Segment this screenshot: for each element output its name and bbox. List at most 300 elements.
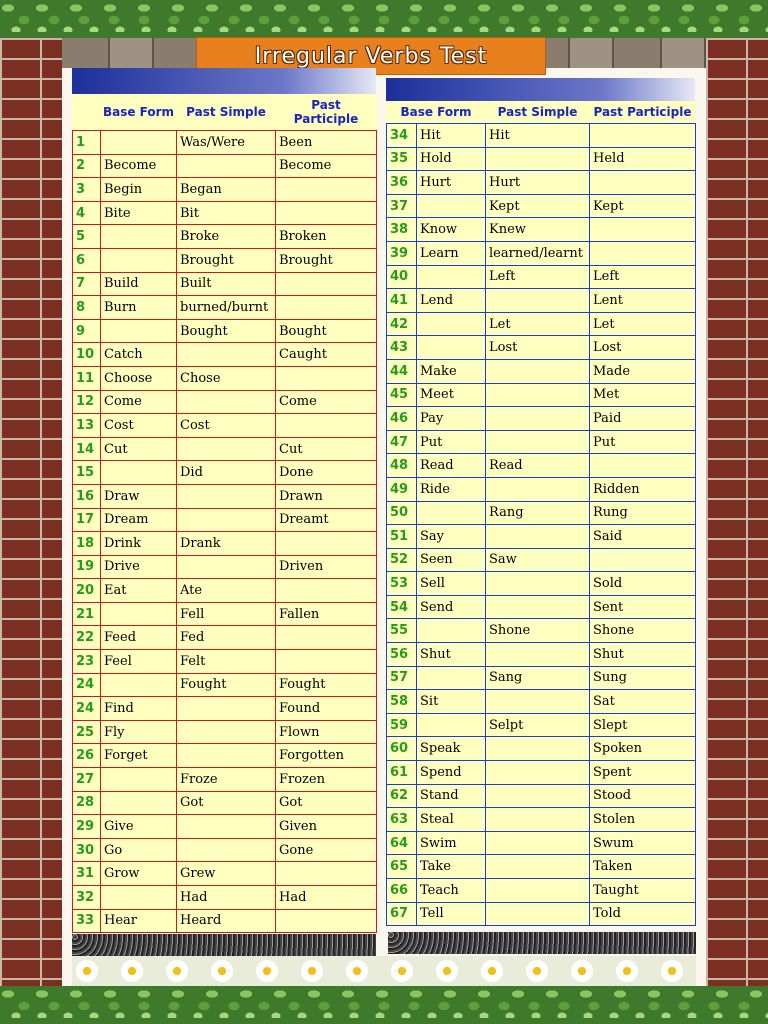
base-form-cell bbox=[417, 666, 486, 690]
past-simple-cell: Rang bbox=[486, 501, 590, 525]
past-simple-cell bbox=[486, 572, 590, 596]
past-simple-cell: Let bbox=[486, 312, 590, 336]
verb-number: 48 bbox=[387, 454, 417, 478]
page-title: Irregular Verbs Test bbox=[196, 37, 546, 75]
past-simple-cell: Built bbox=[177, 272, 276, 296]
table-header-row bbox=[387, 101, 696, 124]
table-row bbox=[387, 855, 696, 879]
verb-number: 60 bbox=[387, 737, 417, 761]
base-form-cell: Swim bbox=[417, 831, 486, 855]
base-form-cell: Cost bbox=[101, 414, 177, 438]
verb-number: 41 bbox=[387, 289, 417, 313]
base-form-cell bbox=[417, 265, 486, 289]
table-row bbox=[387, 572, 696, 596]
past-simple-cell bbox=[486, 879, 590, 903]
verb-number: 27 bbox=[73, 768, 101, 792]
past-simple-cell bbox=[177, 154, 276, 178]
past-participle-cell: Left bbox=[590, 265, 696, 289]
table-row bbox=[73, 366, 377, 390]
past-simple-cell bbox=[486, 831, 590, 855]
table-row bbox=[73, 532, 377, 556]
table-row bbox=[387, 289, 696, 313]
verb-number: 11 bbox=[73, 366, 101, 390]
past-participle-cell: Become bbox=[276, 154, 377, 178]
past-participle-cell: Rung bbox=[590, 501, 696, 525]
past-participle-cell: Drawn bbox=[276, 484, 377, 508]
past-participle-cell bbox=[276, 532, 377, 556]
table-row bbox=[73, 886, 377, 910]
past-participle-cell: Stood bbox=[590, 784, 696, 808]
base-form-cell: Cut bbox=[101, 437, 177, 461]
past-participle-cell bbox=[276, 414, 377, 438]
base-form-cell: Sell bbox=[417, 572, 486, 596]
verb-number: 5 bbox=[73, 225, 101, 249]
past-participle-cell: Let bbox=[590, 312, 696, 336]
past-simple-cell: burned/burnt bbox=[177, 296, 276, 320]
table-row bbox=[73, 555, 377, 579]
base-form-cell: Ride bbox=[417, 477, 486, 501]
table-row bbox=[73, 201, 377, 225]
verb-number: 46 bbox=[387, 407, 417, 431]
verb-number: 20 bbox=[73, 579, 101, 603]
past-participle-cell: Held bbox=[590, 147, 696, 171]
base-form-cell bbox=[417, 619, 486, 643]
table-row bbox=[387, 359, 696, 383]
past-participle-cell: Shone bbox=[590, 619, 696, 643]
verb-number: 32 bbox=[73, 886, 101, 910]
verb-number: 36 bbox=[387, 171, 417, 195]
base-form-cell: Hit bbox=[417, 124, 486, 148]
table-row bbox=[387, 902, 696, 926]
past-simple-cell bbox=[486, 902, 590, 926]
verb-number: 52 bbox=[387, 548, 417, 572]
verb-number: 42 bbox=[387, 312, 417, 336]
past-participle-cell: Sat bbox=[590, 690, 696, 714]
verb-number: 9 bbox=[73, 319, 101, 343]
table-row bbox=[73, 131, 377, 155]
verb-number: 56 bbox=[387, 643, 417, 667]
past-simple-cell bbox=[486, 595, 590, 619]
past-participle-cell: Fallen bbox=[276, 602, 377, 626]
verbs-table-left bbox=[72, 94, 377, 933]
header-past-participle: Past Participle bbox=[593, 105, 692, 119]
table-row bbox=[387, 147, 696, 171]
table-row bbox=[387, 312, 696, 336]
verb-number: 12 bbox=[73, 390, 101, 414]
table-row bbox=[387, 879, 696, 903]
past-participle-cell: Caught bbox=[276, 343, 377, 367]
verb-number: 29 bbox=[73, 815, 101, 839]
gravel-strip-right bbox=[388, 932, 696, 954]
table-row bbox=[387, 525, 696, 549]
table-row bbox=[387, 336, 696, 360]
base-form-cell: Come bbox=[101, 390, 177, 414]
verb-number: 63 bbox=[387, 808, 417, 832]
base-form-cell: Give bbox=[101, 815, 177, 839]
past-simple-cell bbox=[486, 289, 590, 313]
base-form-cell: Fly bbox=[101, 720, 177, 744]
past-simple-cell: Froze bbox=[177, 768, 276, 792]
table-row bbox=[73, 154, 377, 178]
leaf-border-top bbox=[0, 0, 768, 40]
table-row bbox=[387, 430, 696, 454]
base-form-cell bbox=[101, 673, 177, 697]
table-row bbox=[387, 454, 696, 478]
table-row bbox=[73, 414, 377, 438]
table-row bbox=[73, 343, 377, 367]
past-simple-cell: Felt bbox=[177, 650, 276, 674]
past-participle-cell: Spent bbox=[590, 761, 696, 785]
verb-number: 23 bbox=[73, 650, 101, 674]
past-simple-cell bbox=[177, 555, 276, 579]
table-row bbox=[73, 909, 377, 933]
past-participle-cell bbox=[276, 272, 377, 296]
header-base-form: Base Form bbox=[102, 105, 175, 119]
verb-number: 45 bbox=[387, 383, 417, 407]
table-row bbox=[387, 713, 696, 737]
table-row bbox=[387, 619, 696, 643]
base-form-cell: Choose bbox=[101, 366, 177, 390]
past-participle-cell: Broken bbox=[276, 225, 377, 249]
base-form-cell bbox=[417, 194, 486, 218]
past-simple-cell: Fought bbox=[177, 673, 276, 697]
verb-number: 39 bbox=[387, 241, 417, 265]
base-form-cell: Steal bbox=[417, 808, 486, 832]
past-participle-cell: Forgotten bbox=[276, 744, 377, 768]
base-form-cell bbox=[417, 501, 486, 525]
table-row bbox=[387, 124, 696, 148]
table-row bbox=[73, 248, 377, 272]
past-simple-cell: Began bbox=[177, 178, 276, 202]
table-row bbox=[73, 650, 377, 674]
verb-number: 13 bbox=[73, 414, 101, 438]
past-participle-cell bbox=[590, 548, 696, 572]
leaf-border-bottom bbox=[0, 986, 768, 1024]
table-row bbox=[387, 171, 696, 195]
base-form-cell bbox=[417, 312, 486, 336]
header-past-simple: Past Simple bbox=[497, 105, 578, 119]
base-form-cell: Learn bbox=[417, 241, 486, 265]
verb-number: 30 bbox=[73, 838, 101, 862]
past-simple-cell bbox=[177, 697, 276, 721]
past-participle-cell bbox=[276, 626, 377, 650]
verb-number: 8 bbox=[73, 296, 101, 320]
past-participle-cell: Kept bbox=[590, 194, 696, 218]
base-form-cell bbox=[101, 461, 177, 485]
past-participle-cell bbox=[590, 241, 696, 265]
past-participle-cell bbox=[276, 862, 377, 886]
past-participle-cell: Bought bbox=[276, 319, 377, 343]
table-row bbox=[387, 784, 696, 808]
table-row bbox=[387, 407, 696, 431]
past-participle-cell: Ridden bbox=[590, 477, 696, 501]
verb-number: 15 bbox=[73, 461, 101, 485]
past-participle-cell: Shut bbox=[590, 643, 696, 667]
verb-number: 65 bbox=[387, 855, 417, 879]
past-participle-cell: Brought bbox=[276, 248, 377, 272]
table-row bbox=[73, 602, 377, 626]
brick-wall-right bbox=[706, 38, 768, 988]
verb-number: 1 bbox=[73, 131, 101, 155]
table-header-row bbox=[73, 94, 377, 131]
base-form-cell bbox=[101, 131, 177, 155]
past-simple-cell: Got bbox=[177, 791, 276, 815]
past-simple-cell: Fed bbox=[177, 626, 276, 650]
table-row bbox=[73, 673, 377, 697]
base-form-cell: Shut bbox=[417, 643, 486, 667]
verb-number: 26 bbox=[73, 744, 101, 768]
verb-number: 28 bbox=[73, 791, 101, 815]
past-participle-cell: Stolen bbox=[590, 808, 696, 832]
past-simple-cell bbox=[177, 508, 276, 532]
base-form-cell: Make bbox=[417, 359, 486, 383]
table-row bbox=[73, 720, 377, 744]
verb-number: 62 bbox=[387, 784, 417, 808]
table-row bbox=[73, 697, 377, 721]
base-form-cell: Know bbox=[417, 218, 486, 242]
base-form-cell bbox=[101, 768, 177, 792]
base-form-cell: Bite bbox=[101, 201, 177, 225]
verb-number: 19 bbox=[73, 555, 101, 579]
past-simple-cell: Cost bbox=[177, 414, 276, 438]
past-participle-cell: Spoken bbox=[590, 737, 696, 761]
base-form-cell: Say bbox=[417, 525, 486, 549]
left-header-bar bbox=[72, 68, 376, 94]
past-participle-cell: Sung bbox=[590, 666, 696, 690]
past-participle-cell: Done bbox=[276, 461, 377, 485]
verb-number: 61 bbox=[387, 761, 417, 785]
past-participle-cell bbox=[276, 579, 377, 603]
past-simple-cell: Heard bbox=[177, 909, 276, 933]
past-simple-cell: Grew bbox=[177, 862, 276, 886]
past-simple-cell: Was/Were bbox=[177, 131, 276, 155]
verb-number: 4 bbox=[73, 201, 101, 225]
table-row bbox=[387, 808, 696, 832]
verb-number: 7 bbox=[73, 272, 101, 296]
header-past-participle: Past Participle bbox=[293, 98, 359, 126]
table-row bbox=[73, 768, 377, 792]
verb-number: 58 bbox=[387, 690, 417, 714]
base-form-cell bbox=[101, 319, 177, 343]
table-row bbox=[73, 791, 377, 815]
past-simple-cell bbox=[486, 383, 590, 407]
base-form-cell bbox=[101, 225, 177, 249]
table-row bbox=[73, 319, 377, 343]
base-form-cell: Burn bbox=[101, 296, 177, 320]
past-simple-cell bbox=[177, 437, 276, 461]
base-form-cell bbox=[101, 602, 177, 626]
base-form-cell: Go bbox=[101, 838, 177, 862]
past-participle-cell: Dreamt bbox=[276, 508, 377, 532]
base-form-cell: Drink bbox=[101, 532, 177, 556]
verb-number: 21 bbox=[73, 602, 101, 626]
past-participle-cell: Lent bbox=[590, 289, 696, 313]
past-participle-cell: Got bbox=[276, 791, 377, 815]
past-participle-cell bbox=[276, 296, 377, 320]
base-form-cell: Hold bbox=[417, 147, 486, 171]
past-participle-cell: Fought bbox=[276, 673, 377, 697]
verb-number: 22 bbox=[73, 626, 101, 650]
table-row bbox=[387, 241, 696, 265]
past-simple-cell: Bought bbox=[177, 319, 276, 343]
past-simple-cell bbox=[486, 477, 590, 501]
past-simple-cell bbox=[486, 525, 590, 549]
past-participle-cell: Lost bbox=[590, 336, 696, 360]
table-row bbox=[73, 225, 377, 249]
table-row bbox=[387, 761, 696, 785]
table-row bbox=[387, 737, 696, 761]
verb-number: 47 bbox=[387, 430, 417, 454]
verb-number: 50 bbox=[387, 501, 417, 525]
past-simple-cell bbox=[486, 855, 590, 879]
past-simple-cell bbox=[177, 815, 276, 839]
base-form-cell: Dream bbox=[101, 508, 177, 532]
table-row bbox=[387, 218, 696, 242]
verb-number: 51 bbox=[387, 525, 417, 549]
base-form-cell: Sit bbox=[417, 690, 486, 714]
base-form-cell: Lend bbox=[417, 289, 486, 313]
table-row bbox=[73, 461, 377, 485]
table-row bbox=[387, 477, 696, 501]
verb-number: 14 bbox=[73, 437, 101, 461]
past-simple-cell: Did bbox=[177, 461, 276, 485]
base-form-cell bbox=[101, 791, 177, 815]
past-participle-cell: Said bbox=[590, 525, 696, 549]
table-row bbox=[387, 548, 696, 572]
base-form-cell: Grow bbox=[101, 862, 177, 886]
verb-number: 43 bbox=[387, 336, 417, 360]
base-form-cell: Send bbox=[417, 595, 486, 619]
table-row bbox=[73, 815, 377, 839]
verb-number: 55 bbox=[387, 619, 417, 643]
base-form-cell: Hurt bbox=[417, 171, 486, 195]
past-simple-cell: Selpt bbox=[486, 713, 590, 737]
past-participle-cell: Frozen bbox=[276, 768, 377, 792]
verb-number: 2 bbox=[73, 154, 101, 178]
base-form-cell: Draw bbox=[101, 484, 177, 508]
table-row bbox=[73, 626, 377, 650]
past-participle-cell bbox=[590, 124, 696, 148]
base-form-cell: Feel bbox=[101, 650, 177, 674]
table-row bbox=[73, 390, 377, 414]
past-participle-cell bbox=[276, 909, 377, 933]
base-form-cell bbox=[101, 248, 177, 272]
table-row bbox=[73, 579, 377, 603]
past-participle-cell bbox=[276, 178, 377, 202]
past-simple-cell: Read bbox=[486, 454, 590, 478]
past-simple-cell bbox=[177, 484, 276, 508]
verb-number: 16 bbox=[73, 484, 101, 508]
base-form-cell: Seen bbox=[417, 548, 486, 572]
past-participle-cell: Given bbox=[276, 815, 377, 839]
verb-number: 25 bbox=[73, 720, 101, 744]
past-simple-cell: learned/learnt bbox=[486, 241, 590, 265]
past-participle-cell bbox=[276, 366, 377, 390]
table-row bbox=[387, 831, 696, 855]
base-form-cell: Find bbox=[101, 697, 177, 721]
verb-number: 66 bbox=[387, 879, 417, 903]
past-participle-cell: Told bbox=[590, 902, 696, 926]
past-participle-cell bbox=[276, 201, 377, 225]
past-simple-cell: Drank bbox=[177, 532, 276, 556]
verb-number: 44 bbox=[387, 359, 417, 383]
base-form-cell: Hear bbox=[101, 909, 177, 933]
verb-number: 67 bbox=[387, 902, 417, 926]
past-participle-cell: Paid bbox=[590, 407, 696, 431]
base-form-cell: Spend bbox=[417, 761, 486, 785]
base-form-cell: Speak bbox=[417, 737, 486, 761]
past-simple-cell bbox=[177, 343, 276, 367]
past-participle-cell: Been bbox=[276, 131, 377, 155]
base-form-cell: Become bbox=[101, 154, 177, 178]
table-row bbox=[73, 437, 377, 461]
base-form-cell: Read bbox=[417, 454, 486, 478]
table-row bbox=[387, 501, 696, 525]
table-row bbox=[387, 265, 696, 289]
past-simple-cell: Kept bbox=[486, 194, 590, 218]
table-row bbox=[73, 862, 377, 886]
past-simple-cell: Lost bbox=[486, 336, 590, 360]
past-simple-cell bbox=[486, 430, 590, 454]
past-simple-cell bbox=[177, 390, 276, 414]
table-row bbox=[387, 643, 696, 667]
past-participle-cell: Flown bbox=[276, 720, 377, 744]
past-simple-cell: Chose bbox=[177, 366, 276, 390]
past-simple-cell bbox=[486, 359, 590, 383]
verb-number: 37 bbox=[387, 194, 417, 218]
verb-number: 64 bbox=[387, 831, 417, 855]
table-row bbox=[73, 838, 377, 862]
verb-number: 31 bbox=[73, 862, 101, 886]
past-simple-cell: Bit bbox=[177, 201, 276, 225]
header-base-form: Base Form bbox=[400, 105, 472, 119]
past-participle-cell: Swum bbox=[590, 831, 696, 855]
past-participle-cell bbox=[590, 171, 696, 195]
past-simple-cell: Ate bbox=[177, 579, 276, 603]
past-simple-cell: Broke bbox=[177, 225, 276, 249]
verb-number: 59 bbox=[387, 713, 417, 737]
past-simple-cell bbox=[486, 690, 590, 714]
past-simple-cell bbox=[486, 147, 590, 171]
base-form-cell: Catch bbox=[101, 343, 177, 367]
past-participle-cell: Had bbox=[276, 886, 377, 910]
past-simple-cell bbox=[486, 407, 590, 431]
past-simple-cell bbox=[486, 784, 590, 808]
past-simple-cell bbox=[177, 838, 276, 862]
past-participle-cell: Sold bbox=[590, 572, 696, 596]
table-row bbox=[387, 383, 696, 407]
base-form-cell: Drive bbox=[101, 555, 177, 579]
past-simple-cell bbox=[486, 808, 590, 832]
verb-number: 24 bbox=[73, 697, 101, 721]
base-form-cell bbox=[101, 886, 177, 910]
header-number bbox=[73, 94, 101, 131]
past-simple-cell bbox=[486, 761, 590, 785]
past-participle-cell bbox=[276, 650, 377, 674]
verb-number: 10 bbox=[73, 343, 101, 367]
table-row bbox=[73, 744, 377, 768]
base-form-cell: Build bbox=[101, 272, 177, 296]
past-simple-cell: Fell bbox=[177, 602, 276, 626]
brick-wall-left bbox=[0, 38, 62, 988]
table-row bbox=[73, 178, 377, 202]
verb-number: 40 bbox=[387, 265, 417, 289]
verb-number: 34 bbox=[387, 124, 417, 148]
table-row bbox=[387, 666, 696, 690]
base-form-cell: Put bbox=[417, 430, 486, 454]
gravel-strip-left bbox=[72, 934, 376, 956]
past-participle-cell: Met bbox=[590, 383, 696, 407]
